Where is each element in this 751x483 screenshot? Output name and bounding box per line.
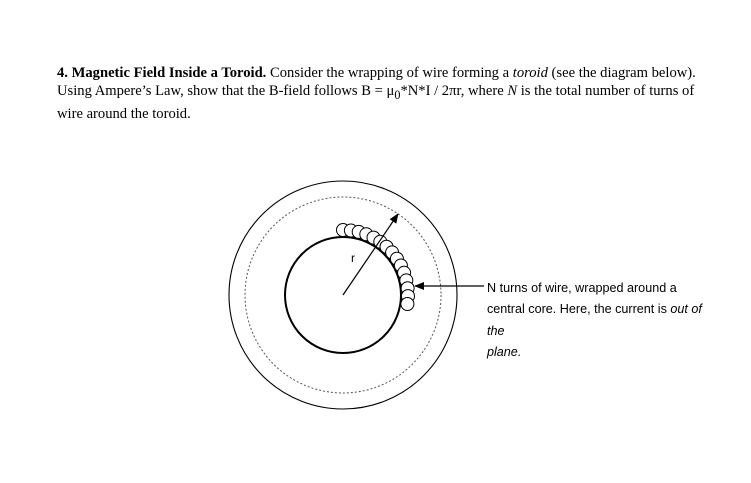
problem-text-toroid: toroid	[512, 65, 548, 81]
mu-subscript: 0	[394, 88, 401, 103]
problem-text-n: N	[507, 83, 518, 100]
problem-text-4: is the total number of turns of wire around the toroid.	[57, 83, 695, 122]
problem-heading: 4. Magnetic Field Inside a Toroid.	[57, 65, 267, 81]
caption-italic-2: plane.	[487, 344, 522, 359]
problem-text-2: (see the diagram below). Using Ampere’s Law, show that the B-field follows B = μ	[57, 65, 696, 100]
wire-turn	[401, 298, 414, 311]
problem-text-3: *N*I / 2πr, where	[400, 83, 508, 100]
caption-text-1: N turns of wire, wrapped around a central core. Here, the current is	[487, 281, 677, 317]
wire-turns	[337, 224, 415, 311]
radius-label: r	[351, 251, 355, 265]
diagram-caption	[487, 278, 707, 363]
caption-italic-1: out of the	[487, 302, 702, 338]
problem-text-1: Consider the wrapping of wire forming a	[266, 65, 513, 81]
